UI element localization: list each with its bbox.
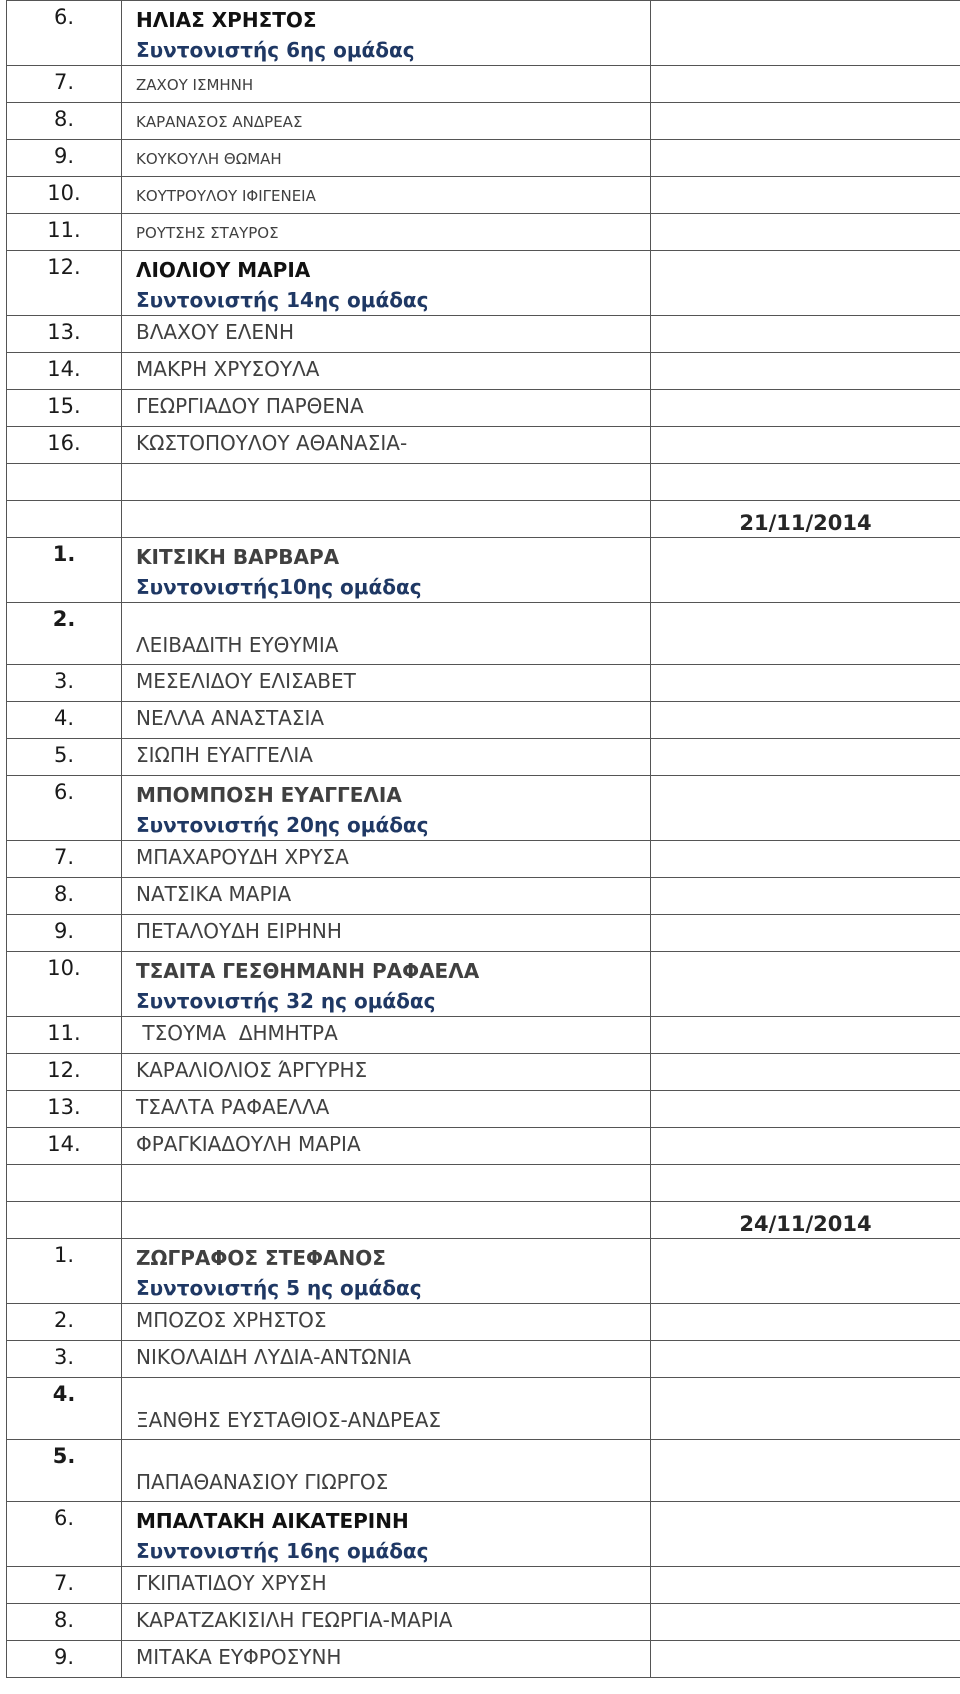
row-number: 6. <box>7 1 122 66</box>
member-name: ΝΕΛΛΑ ΑΝΑΣΤΑΣΙΑ <box>122 702 651 739</box>
member-name: ΝΑΤΣΙΚΑ ΜΑΡΙΑ <box>122 878 651 915</box>
table-row <box>7 1054 960 1091</box>
table-row <box>7 878 960 915</box>
table-row <box>7 952 960 1017</box>
date-cell <box>651 1054 960 1091</box>
date-cell <box>651 66 960 103</box>
member-name: ΚΑΡΑΤΖΑΚΙΣΙΛΗ ΓΕΩΡΓΙΑ-ΜΑΡΙΑ <box>122 1604 651 1641</box>
date-cell <box>651 1378 960 1440</box>
table-row-date <box>7 1202 960 1239</box>
member-name: ΜΠΟΖΟΣ ΧΡΗΣΤΟΣ <box>122 1304 651 1341</box>
row-number: 11. <box>7 214 122 251</box>
date-cell <box>651 427 960 464</box>
member-name: ΚΟΥΚΟΥΛΗ ΘΩΜΑΗ <box>122 140 651 177</box>
table-row <box>7 316 960 353</box>
member-name: ΤΣΟΥΜΑ ΔΗΜΗΤΡΑ <box>122 1017 651 1054</box>
table-row <box>7 1641 960 1678</box>
row-number: 10. <box>7 177 122 214</box>
table-row <box>7 1 960 66</box>
table-row <box>7 353 960 390</box>
row-number: 9. <box>7 915 122 952</box>
member-name: ΡΟΥΤΣΗΣ ΣΤΑΥΡΟΣ <box>122 214 651 251</box>
row-number: 3. <box>7 1341 122 1378</box>
date-cell <box>651 1239 960 1304</box>
member-name: ΚΩΣΤΟΠΟΥΛΟΥ ΑΘΑΝΑΣΙΑ- <box>122 427 651 464</box>
table-row <box>7 140 960 177</box>
table-row-spacer <box>7 464 960 501</box>
date-cell <box>651 251 960 316</box>
member-name: ΚΟΥΤΡΟΥΛΟΥ ΙΦΙΓΕΝΕΙΑ <box>122 177 651 214</box>
member-name: ΗΛΙΑΣ ΧΡΗΣΤΟΣ <box>136 8 317 32</box>
date-cell <box>651 915 960 952</box>
coordinator-label: Συντονιστής 6ης ομάδας <box>136 38 415 62</box>
table-row <box>7 1604 960 1641</box>
table-row-date <box>7 501 960 538</box>
member-cell <box>122 776 651 841</box>
row-number: 12. <box>7 251 122 316</box>
row-number: 13. <box>7 1091 122 1128</box>
row-number: 5. <box>7 1440 122 1502</box>
date-cell <box>651 665 960 702</box>
row-number: 9. <box>7 1641 122 1678</box>
row-number: 1. <box>7 1239 122 1304</box>
table-row <box>7 1017 960 1054</box>
date-cell <box>651 103 960 140</box>
member-name: ΠΕΤΑΛΟΥΔΗ ΕΙΡΗΝΗ <box>122 915 651 952</box>
row-number: 9. <box>7 140 122 177</box>
member-name: ΛΙΟΛΙΟΥ ΜΑΡΙΑ <box>136 258 311 282</box>
table-row <box>7 390 960 427</box>
member-name: ΜΠΑΧΑΡΟΥΔΗ ΧΡΥΣΑ <box>122 841 651 878</box>
coordinator-label: Συντονιστής 14ης ομάδας <box>136 288 429 312</box>
date-cell <box>651 878 960 915</box>
date-cell <box>651 1502 960 1567</box>
table-row <box>7 1091 960 1128</box>
date-cell <box>651 177 960 214</box>
row-number: 11. <box>7 1017 122 1054</box>
table-row <box>7 1239 960 1304</box>
member-name: ΖΩΓΡΑΦΟΣ ΣΤΕΦΑΝΟΣ <box>136 1246 386 1270</box>
date-cell <box>651 1091 960 1128</box>
date-cell <box>651 390 960 427</box>
date-cell <box>651 1641 960 1678</box>
table-row <box>7 251 960 316</box>
member-name <box>122 464 651 501</box>
member-name: ΓΕΩΡΓΙΑΔΟΥ ΠΑΡΘΕΝΑ <box>122 390 651 427</box>
table-row <box>7 603 960 665</box>
member-name: ΜΑΚΡΗ ΧΡΥΣΟΥΛΑ <box>122 353 651 390</box>
row-number: 5. <box>7 739 122 776</box>
table-row <box>7 702 960 739</box>
table-row <box>7 776 960 841</box>
table-row <box>7 739 960 776</box>
table-row <box>7 1567 960 1604</box>
member-name: ΖΑΧΟΥ ΙΣΜΗΝΗ <box>122 66 651 103</box>
table-row <box>7 214 960 251</box>
coordinator-label: Συντονιστής 16ης ομάδας <box>136 1539 429 1563</box>
row-number: 4. <box>7 702 122 739</box>
table-row <box>7 1502 960 1567</box>
member-name: ΠΑΠΑΘΑΝΑΣΙΟΥ ΓΙΩΡΓΟΣ <box>122 1440 651 1502</box>
member-name: ΞΑΝΘΗΣ ΕΥΣΤΑΘΙΟΣ-ΑΝΔΡΕΑΣ <box>122 1378 651 1440</box>
member-cell <box>122 952 651 1017</box>
date-cell <box>651 1304 960 1341</box>
date-cell <box>651 316 960 353</box>
member-name: ΜΕΣΕΛΙΔΟΥ ΕΛΙΣΑΒΕΤ <box>122 665 651 702</box>
row-number: 3. <box>7 665 122 702</box>
row-number <box>7 1165 122 1202</box>
date-cell <box>651 1165 960 1202</box>
table-row <box>7 103 960 140</box>
member-name: ΣΙΩΠΗ ΕΥΑΓΓΕΛΙΑ <box>122 739 651 776</box>
member-cell <box>122 1 651 66</box>
member-name: ΜΠΟΜΠΟΣΗ ΕΥΑΓΓΕΛΙΑ <box>136 783 402 807</box>
row-number: 1. <box>7 538 122 603</box>
member-cell <box>122 1239 651 1304</box>
session-date: 24/11/2014 <box>651 1202 960 1239</box>
date-cell <box>651 1341 960 1378</box>
member-name: ΜΠΑΛΤΑΚΗ ΑΙΚΑΤΕΡΙΝΗ <box>136 1509 409 1533</box>
table-row <box>7 841 960 878</box>
table-row-spacer <box>7 1165 960 1202</box>
table-row <box>7 1440 960 1502</box>
member-cell <box>122 251 651 316</box>
member-name: ΤΣΑΙΤΑ ΓΕΣΘΗΜΑΝΗ ΡΑΦΑΕΛΑ <box>136 959 480 983</box>
table-row <box>7 177 960 214</box>
member-name: ΛΕΙΒΑΔΙΤΗ ΕΥΘΥΜΙΑ <box>122 603 651 665</box>
date-cell <box>651 1567 960 1604</box>
row-number: 8. <box>7 103 122 140</box>
row-number <box>7 464 122 501</box>
row-number: 13. <box>7 316 122 353</box>
table-row <box>7 1341 960 1378</box>
date-cell <box>651 353 960 390</box>
date-cell <box>651 140 960 177</box>
member-name: ΚΑΡΑΝΑΣΟΣ ΑΝΔΡΕΑΣ <box>122 103 651 140</box>
member-name: ΚΑΡΑΛΙΟΛΙΟΣ ΆΡΓΥΡΗΣ <box>122 1054 651 1091</box>
table-row <box>7 1304 960 1341</box>
session-date: 21/11/2014 <box>651 501 960 538</box>
date-cell <box>651 841 960 878</box>
row-number: 7. <box>7 66 122 103</box>
date-cell <box>651 1 960 66</box>
table-row <box>7 538 960 603</box>
row-number: 2. <box>7 603 122 665</box>
date-cell <box>651 776 960 841</box>
row-number: 8. <box>7 878 122 915</box>
row-number: 6. <box>7 776 122 841</box>
member-name: ΝΙΚΟΛΑΙΔΗ ΛΥΔΙΑ-ΑΝΤΩΝΙΑ <box>122 1341 651 1378</box>
date-cell <box>651 952 960 1017</box>
table-row <box>7 1128 960 1165</box>
row-number: 7. <box>7 841 122 878</box>
table-row <box>7 915 960 952</box>
member-name <box>122 1202 651 1239</box>
date-cell <box>651 538 960 603</box>
date-cell <box>651 464 960 501</box>
row-number: 16. <box>7 427 122 464</box>
row-number: 2. <box>7 1304 122 1341</box>
date-cell <box>651 1017 960 1054</box>
coordinator-label: Συντονιστής 32 ης ομάδας <box>136 989 436 1013</box>
date-cell <box>651 1604 960 1641</box>
date-cell <box>651 702 960 739</box>
date-cell <box>651 739 960 776</box>
member-name: ΜΙΤΑΚΑ ΕΥΦΡΟΣΥΝΗ <box>122 1641 651 1678</box>
table-row <box>7 665 960 702</box>
member-name <box>122 1165 651 1202</box>
coordinator-label: Συντονιστής10ης ομάδας <box>136 575 422 599</box>
member-name: ΒΛΑΧΟΥ ΕΛΕΝΗ <box>122 316 651 353</box>
date-cell <box>651 214 960 251</box>
row-number: 7. <box>7 1567 122 1604</box>
table-row <box>7 66 960 103</box>
schedule-table <box>6 0 960 1678</box>
date-cell <box>651 603 960 665</box>
row-number: 15. <box>7 390 122 427</box>
member-cell <box>122 538 651 603</box>
row-number: 6. <box>7 1502 122 1567</box>
row-number <box>7 501 122 538</box>
table-row <box>7 427 960 464</box>
row-number: 8. <box>7 1604 122 1641</box>
coordinator-label: Συντονιστής 5 ης ομάδας <box>136 1276 422 1300</box>
row-number <box>7 1202 122 1239</box>
member-name: ΓΚΙΠΑΤΙΔΟΥ ΧΡΥΣΗ <box>122 1567 651 1604</box>
table-row <box>7 1378 960 1440</box>
member-name <box>122 501 651 538</box>
schedule-body <box>7 1 960 1678</box>
row-number: 12. <box>7 1054 122 1091</box>
date-cell <box>651 1128 960 1165</box>
member-name: ΚΙΤΣΙΚΗ ΒΑΡΒΑΡΑ <box>136 545 340 569</box>
member-cell <box>122 1502 651 1567</box>
member-name: ΤΣΑΛΤΑ ΡΑΦΑΕΛΛΑ <box>122 1091 651 1128</box>
row-number: 4. <box>7 1378 122 1440</box>
row-number: 14. <box>7 353 122 390</box>
member-name: ΦΡΑΓΚΙΑΔΟΥΛΗ ΜΑΡΙΑ <box>122 1128 651 1165</box>
row-number: 10. <box>7 952 122 1017</box>
row-number: 14. <box>7 1128 122 1165</box>
date-cell <box>651 1440 960 1502</box>
coordinator-label: Συντονιστής 20ης ομάδας <box>136 813 429 837</box>
